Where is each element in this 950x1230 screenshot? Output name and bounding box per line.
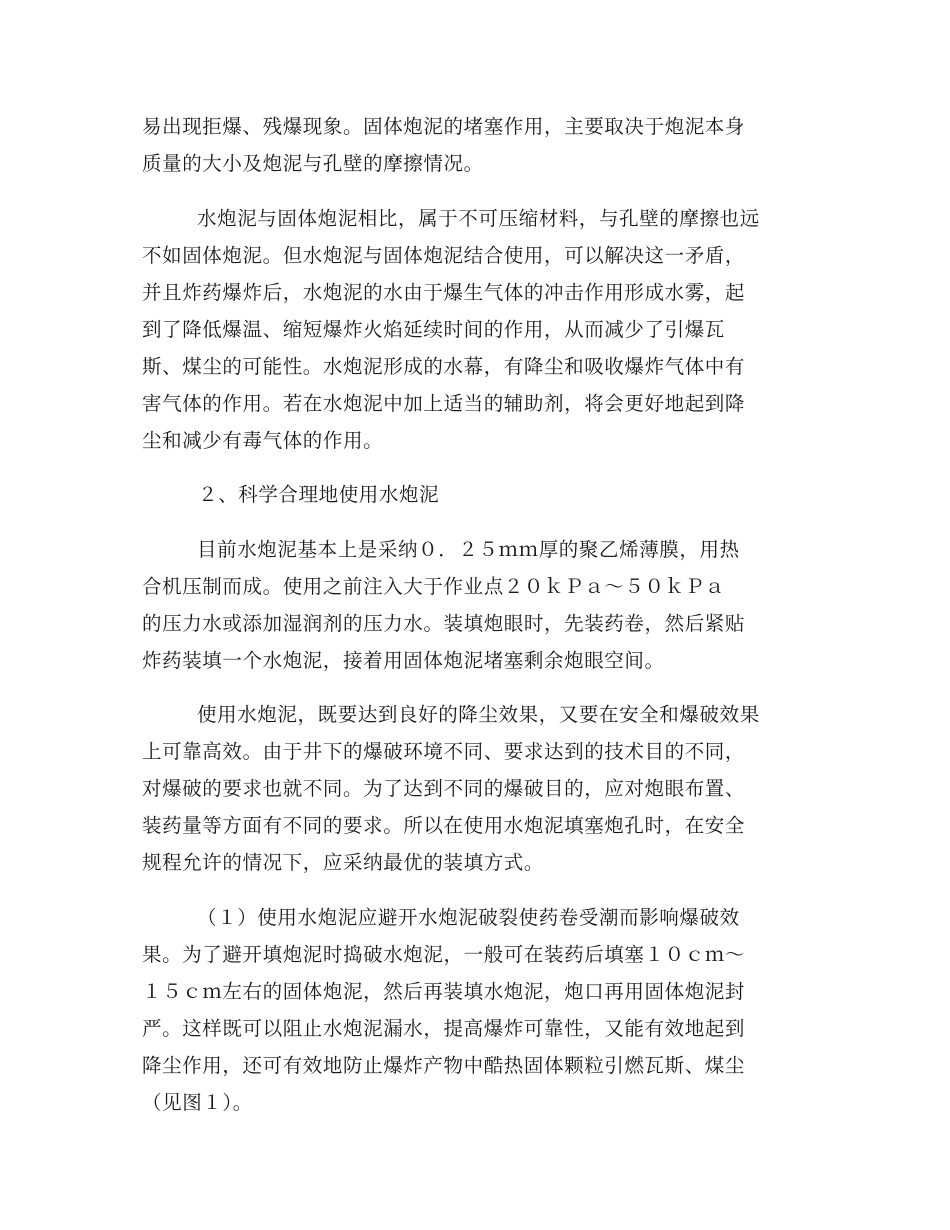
text-line: 严。这样既可以阻止水炮泥漏水，提高爆炸可靠性，又能有效地起到 bbox=[142, 1017, 746, 1040]
text-line: 规程允许的情况下，应采纳最优的装填方式。 bbox=[142, 851, 545, 874]
text-line: 果。为了避开填炮泥时捣破水炮泥，一般可在装药后填塞１０ｃｍ～ bbox=[142, 943, 746, 966]
text-line: 目前水炮泥基本上是采纳０．２５ｍｍ厚的聚乙烯薄膜，用热 bbox=[197, 538, 740, 561]
text-line: 的压力水或添加湿润剂的压力水。装填炮眼时，先装药卷，然后紧贴 bbox=[142, 612, 746, 635]
text-line: 并且炸药爆炸后，水炮泥的水由于爆生气体的冲击作用形成水雾，起 bbox=[142, 281, 746, 304]
text-line: （见图１）。 bbox=[142, 1091, 253, 1114]
section-heading: ２、科学合理地使用水炮泥 bbox=[198, 483, 440, 506]
text-line: 装药量等方面有不同的要求。所以在使用水炮泥填塞炮孔时，在安全 bbox=[142, 814, 746, 837]
text-line: 合机压制而成。使用之前注入大于作业点２０ｋＰａ～５０ｋＰａ bbox=[142, 575, 725, 598]
text-line: 炸药装填一个水炮泥，接着用固体炮泥堵塞剩余炮眼空间。 bbox=[142, 649, 665, 672]
text-line: 害气体的作用。若在水炮泥中加上适当的辅助剂，将会更好地起到降 bbox=[142, 392, 746, 415]
text-line: 尘和减少有毒气体的作用。 bbox=[142, 429, 384, 452]
text-line: 质量的大小及炮泥与孔壁的摩擦情况。 bbox=[142, 152, 484, 175]
text-line: 水炮泥与固体炮泥相比，属于不可压缩材料，与孔壁的摩擦也远 bbox=[197, 207, 760, 230]
text-line: （１）使用水炮泥应避开水炮泥破裂使药卷受潮而影响爆破效 bbox=[197, 906, 740, 929]
text-line: 使用水炮泥，既要达到良好的降尘效果，又要在安全和爆破效果 bbox=[197, 703, 760, 726]
text-line: 上可靠高效。由于井下的爆破环境不同、要求达到的技术目的不同， bbox=[142, 740, 746, 763]
text-line: 降尘作用，还可有效地防止爆炸产物中酷热固体颗粒引燃瓦斯、煤尘 bbox=[142, 1054, 746, 1077]
text-line: 对爆破的要求也就不同。为了达到不同的爆破目的，应对炮眼布置、 bbox=[142, 777, 746, 800]
text-line: 易出现拒爆、残爆现象。固体炮泥的堵塞作用，主要取决于炮泥本身 bbox=[142, 115, 746, 138]
text-line: １５ｃｍ左右的固体炮泥，然后再装填水炮泥，炮口再用固体炮泥封 bbox=[142, 980, 746, 1003]
text-line: 到了降低爆温、缩短爆炸火焰延续时间的作用，从而减少了引爆瓦 bbox=[142, 318, 725, 341]
text-line: 不如固体炮泥。但水炮泥与固体炮泥结合使用，可以解决这一矛盾， bbox=[142, 244, 746, 267]
text-line: 斯、煤尘的可能性。水炮泥形成的水幕，有降尘和吸收爆炸气体中有 bbox=[142, 355, 746, 378]
